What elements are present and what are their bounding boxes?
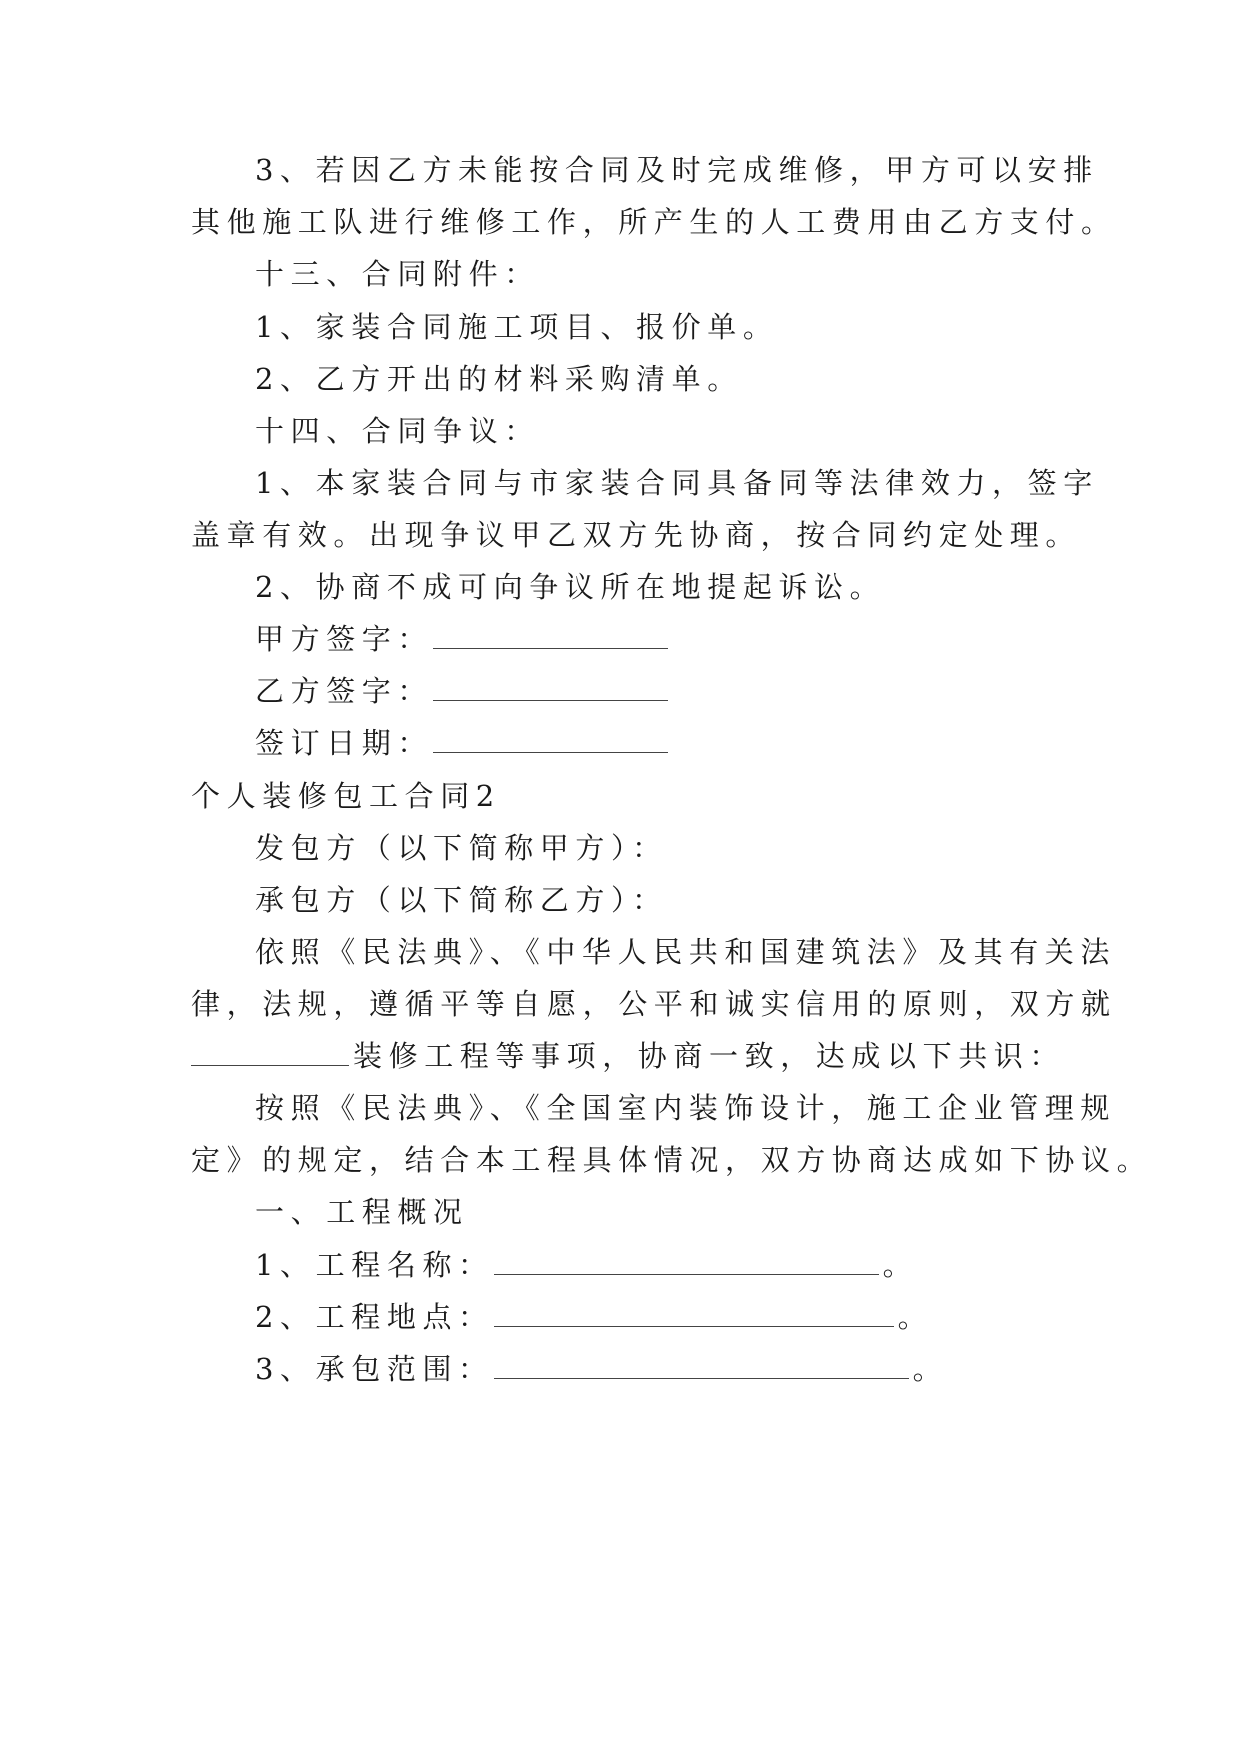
party-line: 承包方（以下简称乙方）： [255,883,668,917]
paragraph-line: 定》的规定，结合本工程具体情况，双方协商达成如下协议。 [191,1143,1153,1177]
field-blank [494,1350,909,1379]
paragraph-line: 1、家装合同施工项目、报价单。 [255,310,779,344]
paragraph-line [191,1036,1071,1076]
paragraph-line: 2、乙方开出的材料采购清单。 [255,362,743,396]
signature-line-party-a [191,619,1135,659]
date-blank [433,724,668,753]
section-heading: 十四、合同争议： [255,414,540,448]
paragraph-line: 律，法规，遵循平等自愿，公平和诚实信用的原则，双方就 [191,987,1117,1021]
contract-scope-line [191,1349,1135,1389]
project-name-line [191,1245,1135,1285]
field-end: 。 [912,1352,949,1386]
field-end: 。 [882,1248,919,1282]
paragraph-line: 1、本家装合同与市家装合同具备同等法律效力，签字 [255,466,1099,500]
party-line: 发包方（以下简称甲方）： [255,831,668,865]
contract-title: 个人装修包工合同2 [191,779,501,813]
signature-blank [433,620,668,649]
section-heading: 一、工程概况 [255,1195,469,1229]
paragraph-line: 按照《民法典》、《全国室内装饰设计，施工企业管理规 [255,1091,1117,1125]
field-end: 。 [897,1300,934,1334]
field-blank [494,1246,879,1275]
paragraph-line: 其他施工队进行维修工作，所产生的人工费用由乙方支付。 [191,205,1117,239]
paragraph-line: 2、协商不成可向争议所在地提起诉讼。 [255,570,886,604]
project-blank [191,1037,349,1066]
field-blank [494,1298,894,1327]
paragraph-line: 依照《民法典》、《中华人民共和国建筑法》及其有关法 [255,935,1117,969]
field-label: 1、工程名称： [255,1248,494,1282]
section-heading: 十三、合同附件： [255,257,540,291]
signature-blank [433,672,668,701]
paragraph-line: 盖章有效。出现争议甲乙双方先协商，按合同约定处理。 [191,518,1082,552]
paragraph-line: 3、若因乙方未能按合同及时完成维修，甲方可以安排 [255,153,1099,187]
signature-line-party-b [191,671,1135,711]
field-label: 3、承包范围： [255,1352,494,1386]
signing-date-line [191,723,1135,763]
signature-label: 甲方签字： [255,622,434,656]
signature-label: 乙方签字： [255,674,434,708]
paragraph-text: 装修工程等事项，协商一致，达成以下共识： [353,1039,1066,1073]
date-label: 签订日期： [255,726,434,760]
project-location-line [191,1297,1135,1337]
field-label: 2、工程地点： [255,1300,494,1334]
